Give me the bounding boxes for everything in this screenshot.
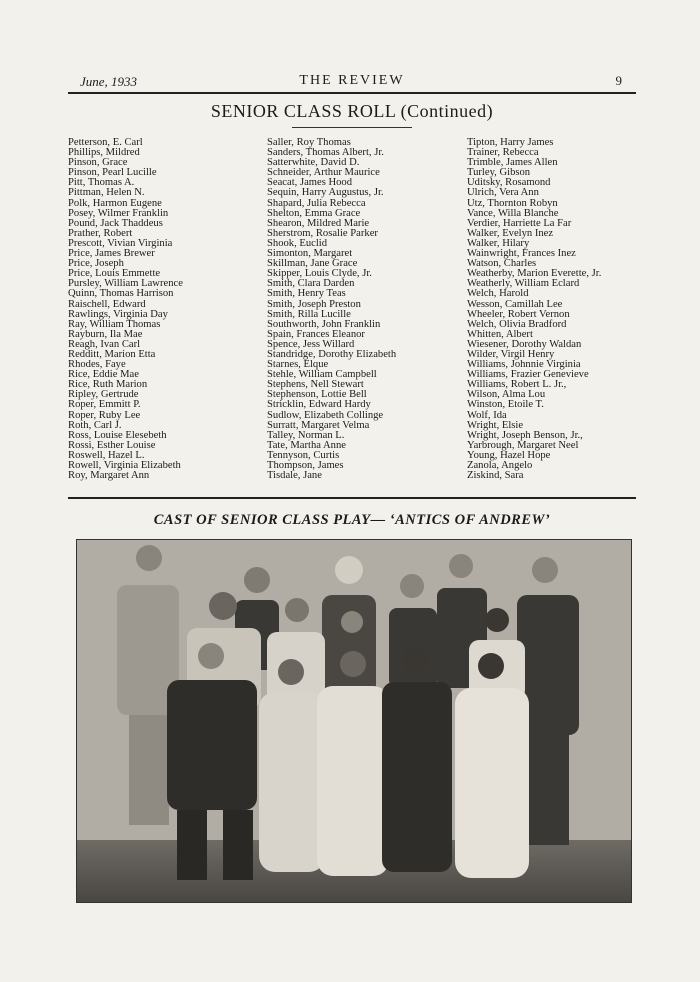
roll-name: Walker, Hilary	[467, 237, 530, 249]
cast-photo-illustration	[77, 540, 631, 902]
roll-name: Smith, Rilla Lucille	[267, 308, 351, 320]
roll-title: SENIOR CLASS ROLL (Continued)	[210, 101, 494, 121]
roll-name: Ross, Louise Elesebeth	[68, 429, 167, 441]
roll-name: Rawlings, Virginia Day	[68, 308, 168, 320]
roll-name: Wright, Joseph Benson, Jr.,	[467, 429, 583, 441]
roll-name: Trainer, Rebecca	[467, 147, 539, 159]
name-column-1	[68, 138, 183, 481]
roll-name: Ulrich, Vera Ann	[467, 187, 539, 199]
roll-name: Tipton, Harry James	[467, 137, 554, 148]
roll-name: Pitt, Thomas A.	[68, 177, 135, 189]
roll-name: Winston, Etoile T.	[467, 399, 544, 411]
roll-name: Posey, Wilmer Franklin	[68, 207, 169, 219]
roll-name: Roper, Emmitt P.	[68, 399, 141, 411]
roll-name: Roswell, Hazel L.	[68, 449, 145, 461]
roll-name: Young, Hazel Hope	[467, 449, 551, 461]
roll-name: Starnes, Elque	[267, 359, 329, 371]
roll-name: Southworth, John Franklin	[267, 318, 381, 330]
roll-name: Vance, Willa Blanche	[467, 207, 559, 219]
roll-name: Weatherby, Marion Everette, Jr.	[467, 268, 602, 280]
roll-name: Prather, Robert	[68, 227, 133, 239]
roll-name: Talley, Norman L.	[267, 429, 345, 441]
roll-name: Rice, Eddie Mae	[68, 369, 139, 381]
roll-name: Spence, Jess Willard	[267, 338, 355, 350]
roll-name: Shapard, Julia Rebecca	[267, 197, 366, 209]
roll-name: Uditsky, Rosamond	[467, 177, 551, 189]
roll-name: Turley, Gibson	[467, 167, 531, 179]
roll-name: Utz, Thornton Robyn	[467, 197, 558, 209]
roll-title-rule	[292, 127, 412, 128]
roll-name: Spain, Frances Eleanor	[267, 328, 365, 340]
roll-name: Surratt, Margaret Velma	[267, 419, 370, 431]
roll-name: Wheeler, Robert Vernon	[467, 308, 570, 320]
roll-name: Smith, Clara Darden	[267, 278, 355, 290]
section-rule	[68, 497, 636, 499]
roll-name: Shook, Euclid	[267, 237, 328, 249]
roll-name: Wolf, Ida	[467, 409, 507, 421]
roll-name: Stehle, William Campbell	[267, 369, 377, 381]
roll-name: Phillips, Mildred	[68, 147, 140, 159]
page-number: 9	[615, 73, 622, 88]
roll-name: Rayburn, Ila Mae	[68, 328, 143, 340]
issue-date: June, 1933	[80, 74, 138, 89]
roll-name: Seacat, James Hood	[267, 177, 353, 189]
roll-name: Wilder, Virgil Henry	[467, 348, 555, 360]
roll-name: Rhodes, Faye	[68, 359, 126, 371]
roll-name: Smith, Joseph Preston	[267, 298, 361, 310]
roll-name: Smith, Henry Teas	[267, 288, 346, 300]
roll-name: Pinson, Pearl Lucille	[68, 167, 157, 179]
roll-name: Williams, Johnnie Virginia	[467, 359, 581, 371]
roll-name: Price, Joseph	[68, 258, 124, 270]
cast-photograph	[76, 539, 632, 903]
roll-name: Ray, William Thomas	[68, 318, 161, 330]
name-column-3	[467, 138, 601, 481]
roll-name: Tisdale, Jane	[267, 470, 322, 482]
roll-name: Welch, Harold	[467, 288, 529, 300]
roll-name: Wiesener, Dorothy Waldan	[467, 338, 582, 350]
roll-name: Quinn, Thomas Harrison	[68, 288, 174, 300]
roll-name: Pittman, Helen N.	[68, 187, 145, 199]
roll-name: Raischell, Edward	[68, 298, 146, 310]
roll-name: Roy, Margaret Ann	[68, 470, 150, 482]
roll-name: Trimble, James Allen	[467, 157, 558, 169]
roll-name: Price, James Brewer	[68, 248, 155, 260]
roll-name: Petterson, E. Carl	[68, 137, 143, 148]
roll-name: Standridge, Dorothy Elizabeth	[267, 348, 397, 360]
roll-name: Shelton, Emma Grace	[267, 207, 361, 219]
roll-name: Thompson, James	[267, 460, 344, 471]
roll-name: Weatherly, William Eclard	[467, 278, 580, 290]
roll-name: Schneider, Arthur Maurice	[267, 167, 380, 179]
roll-name: Reagh, Ivan Carl	[68, 338, 141, 350]
roll-name: Wilson, Alma Lou	[467, 389, 546, 401]
roll-name: Whitten, Albert	[467, 328, 533, 340]
roll-name: Roth, Carl J.	[68, 419, 122, 431]
roll-name: Williams, Frazier Genevieve	[467, 369, 589, 381]
roll-name: Polk, Harmon Eugene	[68, 197, 162, 209]
roll-name: Simonton, Margaret	[267, 248, 353, 260]
roll-name: Roper, Ruby Lee	[68, 409, 141, 421]
roll-name: Wright, Elsie	[467, 419, 524, 431]
roll-name: Welch, Olivia Bradford	[467, 318, 567, 330]
roll-name: Stricklin, Edward Hardy	[267, 399, 371, 411]
roll-name: Rossi, Esther Louise	[68, 439, 156, 451]
roll-name: Sherstrom, Rosalie Parker	[267, 227, 378, 239]
roll-name: Watson, Charles	[467, 258, 537, 270]
roll-name: Rice, Ruth Marion	[68, 379, 148, 391]
header-rule	[68, 92, 636, 94]
roll-name: Yarbrough, Margaret Neel	[467, 439, 579, 451]
roll-name: Sudlow, Elizabeth Collinge	[267, 409, 384, 421]
roll-name: Stephenson, Lottie Bell	[267, 389, 367, 401]
roll-name: Ripley, Gertrude	[68, 389, 139, 401]
roll-name: Williams, Robert L. Jr.,	[467, 379, 567, 391]
roll-name: Ziskind, Sara	[467, 470, 524, 482]
roll-name: Rowell, Virginia Elizabeth	[68, 460, 181, 471]
roll-name: Skipper, Louis Clyde, Jr.	[267, 268, 372, 280]
roll-name: Satterwhite, David D.	[267, 157, 360, 169]
roll-name: Sanders, Thomas Albert, Jr.	[267, 147, 384, 159]
roll-name: Walker, Evelyn Inez	[467, 227, 554, 239]
roll-name: Saller, Roy Thomas	[267, 137, 351, 148]
roll-name: Tate, Martha Anne	[267, 439, 346, 451]
roll-name: Redditt, Marion Etta	[68, 348, 156, 360]
roll-name: Prescott, Vivian Virginia	[68, 237, 173, 249]
roll-name: Pinson, Grace	[68, 157, 128, 169]
page-header	[68, 72, 636, 92]
roll-name: Tennyson, Curtis	[267, 449, 340, 461]
roll-name: Wainwright, Frances Inez	[467, 248, 576, 260]
roll-name: Pound, Jack Thaddeus	[68, 217, 163, 229]
roll-name: Shearon, Mildred Marie	[267, 217, 370, 229]
publication-title: THE REVIEW	[299, 73, 405, 88]
roll-name: Pursley, William Lawrence	[68, 278, 183, 290]
roll-name: Skillman, Jane Grace	[267, 258, 358, 270]
roll-name: Sequin, Harry Augustus, Jr.	[267, 187, 384, 199]
name-column-2	[267, 138, 396, 481]
roll-name: Stephens, Nell Stewart	[267, 379, 364, 391]
cast-title: CAST OF SENIOR CLASS PLAY— ‘ANTICS OF ANDREW’	[153, 512, 551, 528]
roll-name: Zanola, Angelo	[467, 460, 533, 471]
roll-name: Wesson, Camillah Lee	[467, 298, 563, 310]
roll-name: Verdier, Harriette La Far	[467, 217, 572, 229]
roll-name: Price, Louis Emmette	[68, 268, 161, 280]
